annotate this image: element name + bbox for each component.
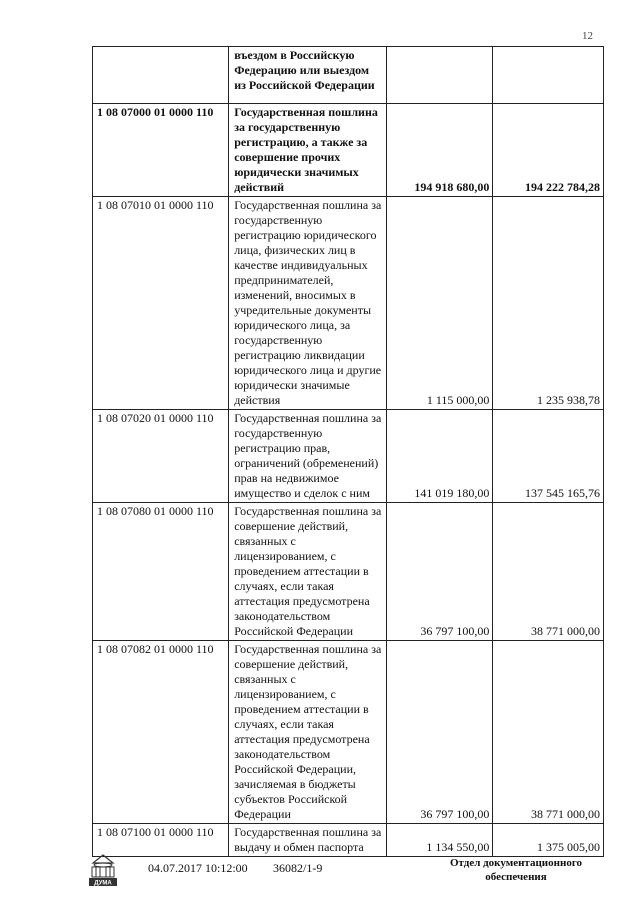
row-code: 1 08 07020 01 0000 110 [93, 410, 229, 503]
table-row [93, 503, 604, 641]
table-row [93, 104, 604, 197]
department-label: Отдел документационного обеспечения [449, 857, 583, 883]
logo-text: ДУМА [94, 880, 112, 887]
row-code: 1 08 07010 01 0000 110 [93, 197, 229, 410]
row-sum-2: 38 771 000,00 [493, 641, 604, 824]
row-sum-2: 1 235 938,78 [493, 197, 604, 410]
table-row [93, 197, 604, 410]
row-sum-1 [386, 47, 493, 104]
row-code [93, 47, 229, 104]
print-datetime: 04.07.2017 10:12:00 [148, 861, 248, 875]
table-row [93, 410, 604, 503]
table-row [93, 641, 604, 824]
row-name: Государственная пошлина за государственную регистрацию, а также за совершение прочих юридически значимых действий [229, 104, 387, 197]
row-sum-2: 1 375 005,00 [493, 824, 604, 857]
row-name: Государственная пошлина за государственную регистрацию прав, ограничений (обременений) прав на недвижимое имущество и сделок с ним [229, 410, 387, 503]
page-number: 12 [582, 30, 593, 42]
row-sum-2: 194 222 784,28 [493, 104, 604, 197]
row-code: 1 08 07080 01 0000 110 [93, 503, 229, 641]
row-sum-1: 1 134 550,00 [386, 824, 493, 857]
row-sum-2: 38 771 000,00 [493, 503, 604, 641]
row-name: Государственная пошлина за выдачу и обмен паспорта [229, 824, 387, 857]
row-code: 1 08 07082 01 0000 110 [93, 641, 229, 824]
row-name: въездом в Российскую Федерацию или выездом из Российской Федерации [229, 47, 387, 104]
row-name: Государственная пошлина за совершение действий, связанных с лицензированием, с проведением аттестации в случаях, если такая аттестация предусмотрена законодательством Российской Федерации, зачисляемая в бюджеты субъектов Российской Федерации [229, 641, 387, 824]
row-name: Государственная пошлина за государственную регистрацию юридического лица, физических лиц в качестве индивидуальных предпринимателей, изменений, вносимых в учредительные документы юридического лица, за государственную регистрацию ликвидации юридического лица и другие юридически значимые действия [229, 197, 387, 410]
row-sum-1: 36 797 100,00 [386, 503, 493, 641]
row-sum-1: 141 019 180,00 [386, 410, 493, 503]
duma-building-icon [86, 852, 120, 888]
row-sum-1: 36 797 100,00 [386, 641, 493, 824]
document-reference: 36082/1-9 [273, 861, 323, 875]
row-sum-1: 1 115 000,00 [386, 197, 493, 410]
revenue-table [92, 46, 604, 857]
row-sum-2: 137 545 165,76 [493, 410, 604, 503]
row-name: Государственная пошлина за совершение действий, связанных с лицензированием, с проведением аттестации в случаях, если такая аттестация предусмотрена законодательством Российской Федерации [229, 503, 387, 641]
row-sum-2 [493, 47, 604, 104]
row-sum-1: 194 918 680,00 [386, 104, 493, 197]
page-footer [0, 852, 640, 892]
row-code: 1 08 07100 01 0000 110 [93, 824, 229, 857]
row-code: 1 08 07000 01 0000 110 [93, 104, 229, 197]
table-row [93, 47, 604, 104]
